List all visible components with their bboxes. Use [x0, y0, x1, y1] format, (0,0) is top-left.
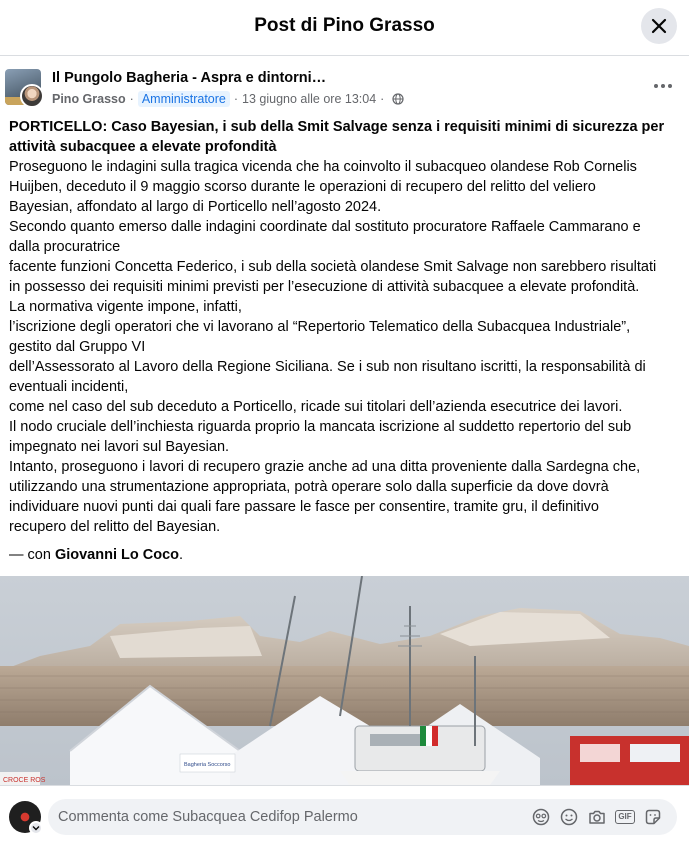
- post-body-line: individuare nuovi punti dai quali fare passare le fasce per consentire, tramite gru, il definitivo: [9, 499, 599, 515]
- avatar-sticker-icon[interactable]: [531, 807, 551, 827]
- post-body-line: in possesso dei requisiti minimi previsti per l’esecuzione di attività subacquee a elevate profondità.: [9, 279, 640, 295]
- modal-title: Post di Pino Grasso: [254, 15, 435, 36]
- role-badge: Amministratore: [138, 91, 230, 107]
- comment-tools: [531, 807, 663, 827]
- tag-prefix: — con: [9, 547, 55, 563]
- author-name-link[interactable]: Pino Grasso: [52, 92, 126, 106]
- post-meta: [52, 91, 404, 107]
- sticker-icon[interactable]: [643, 807, 663, 827]
- post-body-line: impegnato nei lavori sul Bayesian.: [9, 439, 230, 455]
- post-headline-line: PORTICELLO: Caso Bayesian, i sub della Smit Salvage senza i requisiti minimi di sicurezza per: [9, 119, 665, 135]
- post-body-line: gestito dal Gruppo VI: [9, 339, 146, 355]
- post-body-line: Huijben, deceduto il 9 maggio scorso durante le operazioni di recupero del relitto del veliero: [9, 179, 596, 195]
- meta-separator: ·: [233, 92, 239, 106]
- more-options-button[interactable]: [648, 74, 678, 98]
- chevron-down-icon: [32, 824, 40, 832]
- post-body-line: Il nodo cruciale dell’inchiesta riguarda proprio la mancata iscrizione al suddetto repertorio del sub: [9, 419, 632, 435]
- post-body-line: eventuali incidenti,: [9, 379, 129, 395]
- comment-placeholder: Commenta come Subacquea Cedifop Palermo: [58, 809, 358, 825]
- modal-header: [0, 0, 689, 56]
- post-body-line: Proseguono le indagini sulla tragica vicenda che ha coinvolto il subacqueo olandese Rob Cornelis: [9, 159, 637, 175]
- camera-icon[interactable]: [587, 807, 607, 827]
- post-header: [0, 56, 689, 116]
- post-photo[interactable]: [0, 576, 689, 785]
- post-body-line: Intanto, proseguono i lavori di recupero grazie anche ad una ditta proveniente dalla Sardegna che,: [9, 459, 641, 475]
- gif-label: GIF: [615, 810, 634, 824]
- post-timestamp[interactable]: 13 giugno alle ore 13:04: [242, 92, 377, 106]
- tagged-people: [9, 545, 183, 565]
- post-body-line: utilizzando una strumentazione appropriata, potrà operare solo dalla superficie da dove dovrà: [9, 479, 609, 495]
- post-body-line: dalla procuratrice: [9, 239, 121, 255]
- post-body-line: facente funzioni Concetta Federico, i sub della società olandese Smit Salvage non sarebbero risultati: [9, 259, 657, 275]
- harbor-photo-illustration: [0, 576, 689, 785]
- close-icon: [651, 18, 667, 34]
- globe-icon: [392, 93, 404, 105]
- emoji-icon[interactable]: [559, 807, 579, 827]
- post-text: [9, 117, 681, 537]
- tag-suffix: .: [179, 547, 184, 563]
- post-body-line: recupero del relitto del Bayesian.: [9, 519, 221, 535]
- post-body-line: Bayesian, affondato al largo di Porticello nell’agosto 2024.: [9, 199, 382, 215]
- post-body-line: La normativa vigente impone, infatti,: [9, 299, 242, 315]
- post-body-line: l’iscrizione degli operatori che vi lavorano al “Repertorio Telematico della Subacquea Industriale”,: [9, 319, 631, 335]
- post-headline-line: attività subacquee a elevate profondità: [9, 139, 277, 155]
- photo-sign-text: Bagheria Soccorso: [184, 762, 231, 768]
- post-body-line: dell’Assessorato al Lavoro della Regione Siciliana. Se i sub non risultano iscritti, la responsabilità di: [9, 359, 646, 375]
- post-body-line: come nel caso del sub deceduto a Porticello, ricade sui titolari dell’azienda esecutrice dei lavori.: [9, 399, 623, 415]
- profile-switch-button[interactable]: [29, 821, 43, 835]
- comment-bar: [0, 785, 689, 843]
- meta-separator: ·: [380, 92, 385, 106]
- post-body-line: Secondo quanto emerso dalle indagini coordinate dal sostituto procuratore Raffaele Cammarano e: [9, 219, 641, 235]
- more-dot-icon: [668, 84, 672, 88]
- tagged-person-link[interactable]: Giovanni Lo Coco: [54, 547, 179, 563]
- photo-sign-text: CROCE ROS: [3, 777, 46, 784]
- author-avatar[interactable]: [20, 84, 44, 108]
- gif-icon[interactable]: [615, 807, 635, 827]
- more-dot-icon: [654, 84, 658, 88]
- meta-separator: ·: [129, 92, 134, 106]
- page-name-link[interactable]: Il Pungolo Bagheria - Aspra e dintorni…: [52, 70, 327, 86]
- close-button[interactable]: [641, 8, 677, 44]
- comment-input[interactable]: [48, 799, 677, 835]
- more-dot-icon: [661, 84, 665, 88]
